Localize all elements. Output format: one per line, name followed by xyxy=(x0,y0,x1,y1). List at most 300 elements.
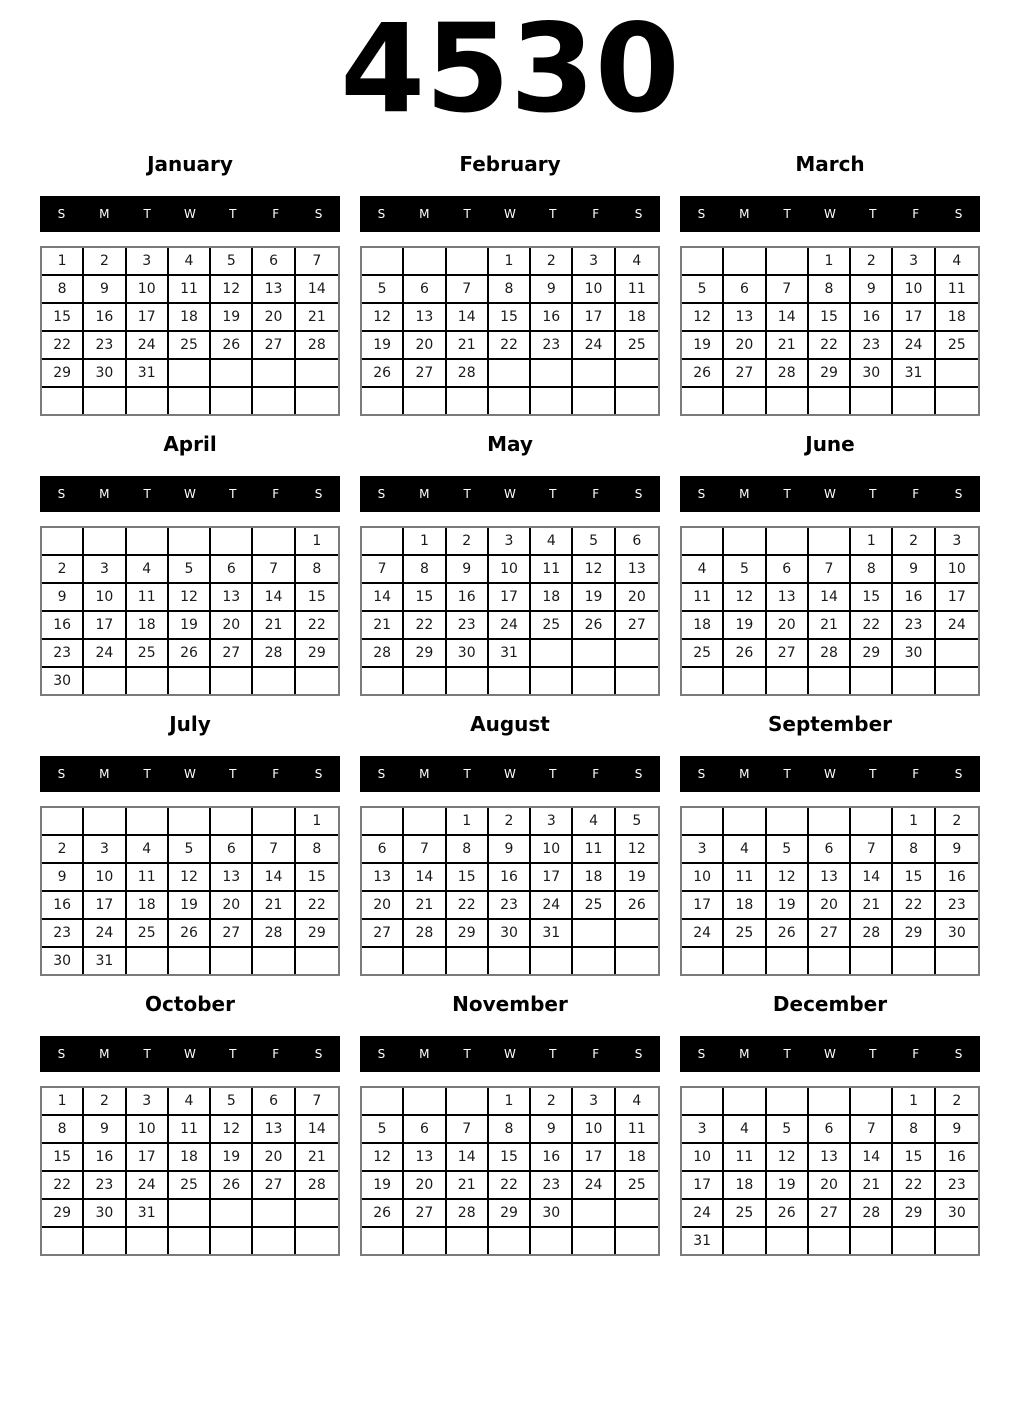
date-cell: 30 xyxy=(42,668,84,694)
date-cell: 15 xyxy=(809,304,851,332)
date-cell: 2 xyxy=(447,528,489,556)
weekday-label: F xyxy=(272,487,280,501)
weekday-label: T xyxy=(143,487,151,501)
date-cell-empty xyxy=(404,668,446,694)
date-cell: 10 xyxy=(489,556,531,584)
date-cell: 22 xyxy=(809,332,851,360)
weekday-header xyxy=(40,476,340,512)
date-cell-empty xyxy=(682,528,724,556)
date-cell: 4 xyxy=(616,1088,658,1116)
date-cell: 2 xyxy=(42,836,84,864)
date-cell: 29 xyxy=(42,360,84,388)
date-cell-empty xyxy=(362,808,404,836)
date-cell-empty xyxy=(936,948,978,974)
date-cell: 14 xyxy=(253,864,295,892)
date-cell: 16 xyxy=(84,1144,126,1172)
date-cell: 30 xyxy=(489,920,531,948)
date-cell: 21 xyxy=(404,892,446,920)
date-cell: 7 xyxy=(851,836,893,864)
date-cell-empty xyxy=(84,808,126,836)
date-cell: 17 xyxy=(682,1172,724,1200)
date-cell: 22 xyxy=(489,332,531,360)
date-cell-empty xyxy=(767,1088,809,1116)
date-cell: 28 xyxy=(404,920,446,948)
weekday-label: S xyxy=(314,767,323,781)
date-cell: 22 xyxy=(42,1172,84,1200)
date-cell: 10 xyxy=(127,276,169,304)
date-cell-empty xyxy=(169,1228,211,1254)
date-cell: 21 xyxy=(362,612,404,640)
date-cell: 13 xyxy=(253,276,295,304)
weekday-label: S xyxy=(697,487,706,501)
date-cell-empty xyxy=(531,1228,573,1254)
date-cell: 3 xyxy=(84,556,126,584)
weekday-label: S xyxy=(377,1047,386,1061)
date-cell: 22 xyxy=(489,1172,531,1200)
date-cell: 29 xyxy=(489,1200,531,1228)
date-cell: 17 xyxy=(682,892,724,920)
date-cell: 16 xyxy=(447,584,489,612)
date-cell: 14 xyxy=(296,1116,338,1144)
date-grid xyxy=(40,1086,340,1256)
date-cell: 16 xyxy=(893,584,935,612)
date-cell: 13 xyxy=(809,864,851,892)
date-cell-empty xyxy=(936,360,978,388)
date-cell: 16 xyxy=(42,892,84,920)
date-cell: 17 xyxy=(127,304,169,332)
date-cell: 24 xyxy=(127,332,169,360)
date-cell-empty xyxy=(724,668,766,694)
date-cell: 2 xyxy=(42,556,84,584)
date-grid xyxy=(360,246,660,416)
date-cell-empty xyxy=(724,1228,766,1254)
date-cell: 26 xyxy=(682,360,724,388)
date-cell: 20 xyxy=(362,892,404,920)
date-cell: 19 xyxy=(724,612,766,640)
date-cell: 12 xyxy=(724,584,766,612)
date-cell: 20 xyxy=(809,892,851,920)
date-cell-empty xyxy=(296,388,338,414)
weekday-label: M xyxy=(739,487,750,501)
weekday-header xyxy=(40,1036,340,1072)
date-cell-empty xyxy=(42,808,84,836)
date-cell-empty xyxy=(404,948,446,974)
date-cell: 6 xyxy=(404,276,446,304)
date-cell: 7 xyxy=(296,248,338,276)
date-cell: 1 xyxy=(42,248,84,276)
date-cell: 28 xyxy=(851,920,893,948)
date-cell: 7 xyxy=(809,556,851,584)
date-cell-empty xyxy=(893,1228,935,1254)
date-cell: 26 xyxy=(211,1172,253,1200)
date-cell-empty xyxy=(253,1200,295,1228)
date-cell: 16 xyxy=(84,304,126,332)
date-cell: 25 xyxy=(616,332,658,360)
date-cell: 9 xyxy=(851,276,893,304)
weekday-label: S xyxy=(697,207,706,221)
date-cell-empty xyxy=(767,668,809,694)
date-cell: 21 xyxy=(447,332,489,360)
date-cell-empty xyxy=(404,1088,446,1116)
date-cell-empty xyxy=(362,1088,404,1116)
date-cell: 26 xyxy=(169,640,211,668)
date-cell: 11 xyxy=(616,276,658,304)
date-cell-empty xyxy=(809,388,851,414)
date-cell-empty xyxy=(767,388,809,414)
date-cell: 29 xyxy=(42,1200,84,1228)
month-name: December xyxy=(772,992,888,1016)
date-cell: 22 xyxy=(296,892,338,920)
date-cell-empty xyxy=(169,668,211,694)
date-cell: 24 xyxy=(84,640,126,668)
date-cell-empty xyxy=(682,388,724,414)
date-cell: 26 xyxy=(169,920,211,948)
date-cell: 26 xyxy=(767,1200,809,1228)
date-cell: 20 xyxy=(404,332,446,360)
weekday-label: T xyxy=(549,487,557,501)
date-cell-empty xyxy=(362,668,404,694)
weekday-label: T xyxy=(869,487,877,501)
date-cell-empty xyxy=(211,1228,253,1254)
date-cell: 10 xyxy=(573,1116,615,1144)
date-cell: 19 xyxy=(616,864,658,892)
date-cell: 28 xyxy=(851,1200,893,1228)
date-cell: 25 xyxy=(616,1172,658,1200)
date-cell: 14 xyxy=(362,584,404,612)
date-cell-empty xyxy=(127,528,169,556)
date-cell: 13 xyxy=(724,304,766,332)
date-cell: 6 xyxy=(253,248,295,276)
date-cell: 12 xyxy=(682,304,724,332)
date-cell-empty xyxy=(211,1200,253,1228)
month-december xyxy=(680,994,980,1256)
date-cell: 21 xyxy=(253,612,295,640)
date-cell-empty xyxy=(404,808,446,836)
date-cell: 11 xyxy=(682,584,724,612)
weekday-label: S xyxy=(634,1047,643,1061)
date-cell: 28 xyxy=(296,332,338,360)
date-cell: 16 xyxy=(531,1144,573,1172)
date-cell: 13 xyxy=(211,864,253,892)
date-cell-empty xyxy=(767,948,809,974)
date-cell: 26 xyxy=(573,612,615,640)
date-cell: 2 xyxy=(531,248,573,276)
date-cell: 29 xyxy=(893,1200,935,1228)
weekday-label: F xyxy=(592,487,600,501)
date-cell-empty xyxy=(531,360,573,388)
date-cell: 20 xyxy=(211,612,253,640)
date-cell: 14 xyxy=(851,1144,893,1172)
date-cell: 8 xyxy=(893,1116,935,1144)
date-cell: 21 xyxy=(851,892,893,920)
date-cell: 22 xyxy=(296,612,338,640)
date-cell: 1 xyxy=(489,1088,531,1116)
date-cell: 12 xyxy=(767,864,809,892)
weekday-label: M xyxy=(419,487,430,501)
date-cell: 5 xyxy=(169,556,211,584)
date-grid xyxy=(680,806,980,976)
date-cell: 1 xyxy=(404,528,446,556)
date-cell: 17 xyxy=(84,892,126,920)
date-cell: 31 xyxy=(489,640,531,668)
date-cell: 2 xyxy=(893,528,935,556)
date-cell: 18 xyxy=(936,304,978,332)
date-cell: 18 xyxy=(127,892,169,920)
weekday-label: S xyxy=(57,487,66,501)
date-cell: 17 xyxy=(84,612,126,640)
date-cell-empty xyxy=(893,948,935,974)
date-cell: 23 xyxy=(447,612,489,640)
month-august xyxy=(360,714,660,976)
weekday-label: W xyxy=(504,487,516,501)
date-cell: 1 xyxy=(851,528,893,556)
date-cell: 3 xyxy=(84,836,126,864)
date-cell-empty xyxy=(296,948,338,974)
date-cell: 11 xyxy=(724,1144,766,1172)
date-cell: 21 xyxy=(767,332,809,360)
date-cell: 9 xyxy=(936,1116,978,1144)
date-cell: 22 xyxy=(893,892,935,920)
date-cell-empty xyxy=(169,528,211,556)
date-cell: 18 xyxy=(169,1144,211,1172)
date-cell: 5 xyxy=(573,528,615,556)
weekday-label: M xyxy=(739,1047,750,1061)
date-cell: 7 xyxy=(253,556,295,584)
weekday-label: T xyxy=(783,1047,791,1061)
weekday-header xyxy=(360,756,660,792)
weekday-label: W xyxy=(824,767,836,781)
date-cell: 27 xyxy=(253,1172,295,1200)
date-cell: 14 xyxy=(809,584,851,612)
date-cell: 9 xyxy=(531,1116,573,1144)
weekday-header xyxy=(360,476,660,512)
date-cell: 18 xyxy=(724,1172,766,1200)
date-cell: 1 xyxy=(489,248,531,276)
date-cell: 25 xyxy=(936,332,978,360)
date-cell: 26 xyxy=(362,360,404,388)
weekday-header xyxy=(680,196,980,232)
date-cell: 16 xyxy=(42,612,84,640)
date-cell-empty xyxy=(253,528,295,556)
date-grid xyxy=(680,246,980,416)
date-cell-empty xyxy=(767,808,809,836)
date-cell: 6 xyxy=(724,276,766,304)
date-cell-empty xyxy=(616,640,658,668)
date-cell: 9 xyxy=(84,276,126,304)
date-cell-empty xyxy=(296,1200,338,1228)
date-cell: 17 xyxy=(127,1144,169,1172)
date-cell: 13 xyxy=(404,304,446,332)
date-cell-empty xyxy=(531,948,573,974)
date-cell-empty xyxy=(809,1088,851,1116)
date-cell: 29 xyxy=(447,920,489,948)
date-cell: 25 xyxy=(724,1200,766,1228)
date-cell: 5 xyxy=(362,276,404,304)
date-cell: 27 xyxy=(362,920,404,948)
date-cell: 19 xyxy=(169,892,211,920)
date-cell-empty xyxy=(616,668,658,694)
date-cell: 14 xyxy=(404,864,446,892)
weekday-label: W xyxy=(504,767,516,781)
date-cell-empty xyxy=(851,948,893,974)
date-cell: 21 xyxy=(296,304,338,332)
weekday-label: M xyxy=(99,207,110,221)
date-cell: 25 xyxy=(127,640,169,668)
date-cell: 20 xyxy=(616,584,658,612)
date-cell: 6 xyxy=(211,836,253,864)
weekday-label: T xyxy=(783,207,791,221)
date-cell-empty xyxy=(809,528,851,556)
date-cell: 22 xyxy=(447,892,489,920)
date-cell: 20 xyxy=(767,612,809,640)
date-cell-empty xyxy=(169,1200,211,1228)
date-cell-empty xyxy=(767,248,809,276)
weekday-label: S xyxy=(697,1047,706,1061)
date-grid xyxy=(40,246,340,416)
date-cell-empty xyxy=(616,948,658,974)
date-cell: 29 xyxy=(404,640,446,668)
date-cell-empty xyxy=(616,360,658,388)
date-cell: 27 xyxy=(616,612,658,640)
weekday-label: S xyxy=(954,207,963,221)
date-cell-empty xyxy=(489,388,531,414)
date-cell: 22 xyxy=(404,612,446,640)
date-cell: 13 xyxy=(211,584,253,612)
date-cell: 28 xyxy=(296,1172,338,1200)
date-cell-empty xyxy=(573,1200,615,1228)
date-cell: 5 xyxy=(724,556,766,584)
date-cell: 7 xyxy=(404,836,446,864)
weekday-label: M xyxy=(739,207,750,221)
date-cell-empty xyxy=(404,248,446,276)
date-cell: 8 xyxy=(809,276,851,304)
date-cell: 14 xyxy=(851,864,893,892)
date-cell-empty xyxy=(573,948,615,974)
date-cell: 3 xyxy=(682,836,724,864)
date-cell: 17 xyxy=(573,1144,615,1172)
date-cell: 30 xyxy=(851,360,893,388)
date-cell: 30 xyxy=(936,1200,978,1228)
date-cell-empty xyxy=(616,1228,658,1254)
date-cell: 11 xyxy=(573,836,615,864)
weekday-label: S xyxy=(314,207,323,221)
weekday-header xyxy=(680,756,980,792)
date-cell: 2 xyxy=(936,1088,978,1116)
date-cell: 6 xyxy=(362,836,404,864)
date-cell: 30 xyxy=(893,640,935,668)
date-cell: 7 xyxy=(253,836,295,864)
date-cell: 23 xyxy=(531,332,573,360)
date-cell: 28 xyxy=(253,920,295,948)
weekday-label: T xyxy=(463,1047,471,1061)
date-cell-empty xyxy=(851,808,893,836)
date-cell-empty xyxy=(809,668,851,694)
date-cell: 1 xyxy=(42,1088,84,1116)
weekday-label: W xyxy=(504,207,516,221)
date-cell: 4 xyxy=(936,248,978,276)
date-cell: 29 xyxy=(893,920,935,948)
date-cell-empty xyxy=(253,808,295,836)
date-cell-empty xyxy=(253,360,295,388)
date-grid xyxy=(680,1086,980,1256)
date-cell: 6 xyxy=(767,556,809,584)
date-cell-empty xyxy=(893,388,935,414)
date-cell: 11 xyxy=(724,864,766,892)
weekday-label: T xyxy=(549,1047,557,1061)
date-cell: 25 xyxy=(724,920,766,948)
date-cell: 15 xyxy=(42,304,84,332)
date-cell: 30 xyxy=(84,1200,126,1228)
date-grid xyxy=(360,806,660,976)
date-cell: 28 xyxy=(253,640,295,668)
weekday-label: F xyxy=(912,487,920,501)
date-cell-empty xyxy=(851,668,893,694)
weekday-label: F xyxy=(272,1047,280,1061)
date-cell: 4 xyxy=(682,556,724,584)
weekday-label: M xyxy=(99,487,110,501)
date-cell: 21 xyxy=(447,1172,489,1200)
date-cell-empty xyxy=(253,1228,295,1254)
month-name: July xyxy=(169,712,211,736)
date-cell-empty xyxy=(362,528,404,556)
date-cell: 4 xyxy=(169,1088,211,1116)
date-cell: 11 xyxy=(531,556,573,584)
weekday-header xyxy=(680,476,980,512)
date-cell: 2 xyxy=(84,1088,126,1116)
date-cell: 8 xyxy=(489,276,531,304)
date-cell: 10 xyxy=(682,864,724,892)
date-cell: 19 xyxy=(211,304,253,332)
date-cell: 8 xyxy=(851,556,893,584)
date-cell: 24 xyxy=(682,1200,724,1228)
date-cell-empty xyxy=(809,948,851,974)
date-cell-empty xyxy=(447,668,489,694)
date-cell: 16 xyxy=(489,864,531,892)
month-september xyxy=(680,714,980,976)
date-cell: 4 xyxy=(531,528,573,556)
date-cell: 31 xyxy=(682,1228,724,1254)
date-cell: 1 xyxy=(296,528,338,556)
date-cell: 30 xyxy=(531,1200,573,1228)
date-cell: 31 xyxy=(893,360,935,388)
date-cell-empty xyxy=(296,1228,338,1254)
date-cell-empty xyxy=(851,1088,893,1116)
date-cell-empty xyxy=(724,948,766,974)
date-cell: 28 xyxy=(447,1200,489,1228)
date-cell: 26 xyxy=(362,1200,404,1228)
date-cell: 2 xyxy=(936,808,978,836)
date-cell-empty xyxy=(724,528,766,556)
date-cell-empty xyxy=(851,388,893,414)
date-cell: 25 xyxy=(682,640,724,668)
date-cell-empty xyxy=(682,948,724,974)
date-cell: 24 xyxy=(893,332,935,360)
date-cell-empty xyxy=(42,528,84,556)
weekday-label: S xyxy=(57,207,66,221)
date-cell-empty xyxy=(362,248,404,276)
date-cell: 23 xyxy=(42,920,84,948)
date-cell: 4 xyxy=(169,248,211,276)
date-cell: 28 xyxy=(362,640,404,668)
date-cell: 14 xyxy=(447,1144,489,1172)
date-cell: 17 xyxy=(531,864,573,892)
date-cell: 13 xyxy=(253,1116,295,1144)
weekday-label: S xyxy=(377,767,386,781)
date-cell: 20 xyxy=(253,304,295,332)
month-january xyxy=(40,154,340,416)
date-cell: 17 xyxy=(893,304,935,332)
weekday-label: S xyxy=(377,207,386,221)
